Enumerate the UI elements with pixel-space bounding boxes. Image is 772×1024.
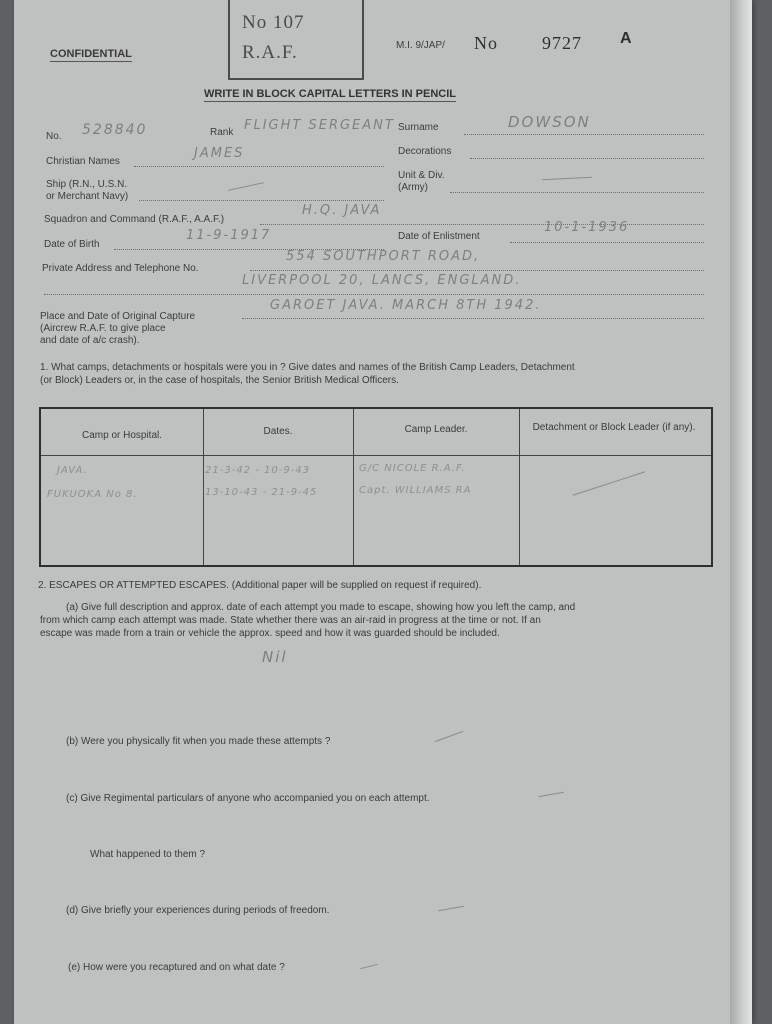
ship-label-1: Ship (R.N., U.S.N.	[46, 179, 128, 190]
capture-value: GAROET JAVA. MARCH 8TH 1942.	[270, 298, 542, 313]
confidential-label: CONFIDENTIAL	[50, 48, 132, 60]
unit-label-1: Unit & Div.	[398, 170, 445, 181]
row1-dates: 21-3-42 - 10-9-43	[205, 465, 311, 476]
surname-label: Surname	[398, 122, 439, 133]
section2-a-line1: (a) Give full description and approx. date of each attempt you made to escape, showing how you left the camp, and	[66, 602, 576, 613]
section2-a-line3: escape was made from a train or vehicle the approx. speed and how it was guarded should be included.	[40, 628, 500, 639]
section2-title: 2. ESCAPES OR ATTEMPTED ESCAPES. (Additional paper will be supplied on request if required).	[38, 580, 482, 591]
header-camp-or-hospital: Camp or Hospital.	[81, 430, 163, 441]
capture-label-3: and date of a/c crash).	[40, 335, 140, 346]
row2-dates: 13-10-43 - 21-9-45	[205, 487, 318, 498]
enlistment-label: Date of Enlistment	[398, 231, 480, 242]
capture-label-2: (Aircrew R.A.F. to give place	[40, 323, 166, 334]
header-detachment-leader: Detachment or Block Leader (if any).	[532, 422, 696, 433]
e-tick-mark	[360, 964, 378, 969]
camps-table	[39, 407, 713, 567]
section2-d: (d) Give briefly your experiences during periods of freedom.	[66, 905, 330, 916]
c-tick-mark	[538, 792, 564, 797]
ship-dash-mark	[228, 182, 263, 190]
section2-c: (c) Give Regimental particulars of anyone who accompanied you on each attempt.	[66, 793, 430, 804]
rank-label: Rank	[210, 127, 234, 138]
stamp-raf: R.A.F.	[242, 42, 298, 63]
squadron-label: Squadron and Command (R.A.F., A.A.F.)	[44, 214, 225, 225]
number-label: No	[474, 33, 498, 53]
d-tick-mark	[438, 906, 464, 911]
b-tick-mark	[435, 731, 464, 742]
paper-edge	[730, 0, 752, 1024]
enlistment-value: 10-1-1936	[544, 220, 630, 235]
form-page	[14, 0, 752, 1024]
instruction-heading: WRITE IN BLOCK CAPITAL LETTERS IN PENCIL	[204, 88, 456, 100]
raf-block-stamp	[228, 0, 364, 80]
service-no-value: 528840	[82, 122, 148, 138]
section2-a-answer: Nil	[262, 648, 288, 666]
form-suffix: A	[620, 30, 632, 47]
capture-label-1: Place and Date of Original Capture	[40, 311, 196, 322]
section2-a-line2: from which camp each attempt was made. State whether there was an air-raid in progress at the time or not. If an	[40, 615, 541, 626]
date-of-birth-label: Date of Birth	[44, 239, 100, 250]
row1-camp: JAVA.	[57, 465, 88, 476]
section2-b: (b) Were you physically fit when you made these attempts ?	[66, 736, 331, 747]
address-label: Private Address and Telephone No.	[42, 263, 199, 274]
section2-c-followup: What happened to them ?	[90, 849, 206, 860]
row1-leader: G/C NICOLE R.A.F.	[359, 463, 466, 474]
christian-names-label: Christian Names	[46, 156, 120, 167]
section2-e: (e) How were you recaptured and on what date ?	[68, 962, 285, 973]
unit-dash-mark	[542, 177, 592, 181]
surname-value: DOWSON	[508, 113, 591, 131]
row2-leader: Capt. WILLIAMS RA	[359, 485, 472, 496]
form-number: 9727	[542, 33, 582, 53]
section1-question-line2: (or Block) Leaders or, in the case of hospitals, the Senior British Medical Officers.	[40, 375, 399, 386]
ship-label-2: or Merchant Navy)	[46, 191, 129, 202]
stamp-number: No 107	[242, 12, 305, 33]
section1-question-line1: 1. What camps, detachments or hospitals were you in ? Give dates and names of the British Camp Leaders, Detachment	[40, 362, 575, 373]
date-of-birth-value: 11-9-1917	[186, 228, 272, 243]
rank-value: FLIGHT SERGEANT	[244, 118, 395, 133]
unit-label-2: (Army)	[398, 182, 428, 193]
address-line-1: 554 SOUTHPORT ROAD,	[286, 249, 481, 264]
row2-camp: FUKUOKA No 8.	[47, 489, 138, 500]
header-dates: Dates.	[263, 426, 293, 437]
header-camp-leader: Camp Leader.	[404, 424, 468, 435]
service-no-label: No.	[46, 131, 62, 142]
christian-names-value: JAMES	[194, 146, 245, 161]
detachment-dash-mark	[573, 471, 646, 495]
address-line-2: LIVERPOOL 20, LANCS, ENGLAND.	[242, 273, 522, 288]
decorations-label: Decorations	[398, 146, 452, 157]
squadron-value: H.Q. JAVA	[302, 203, 382, 218]
form-reference: M.I. 9/JAP/	[396, 40, 445, 51]
